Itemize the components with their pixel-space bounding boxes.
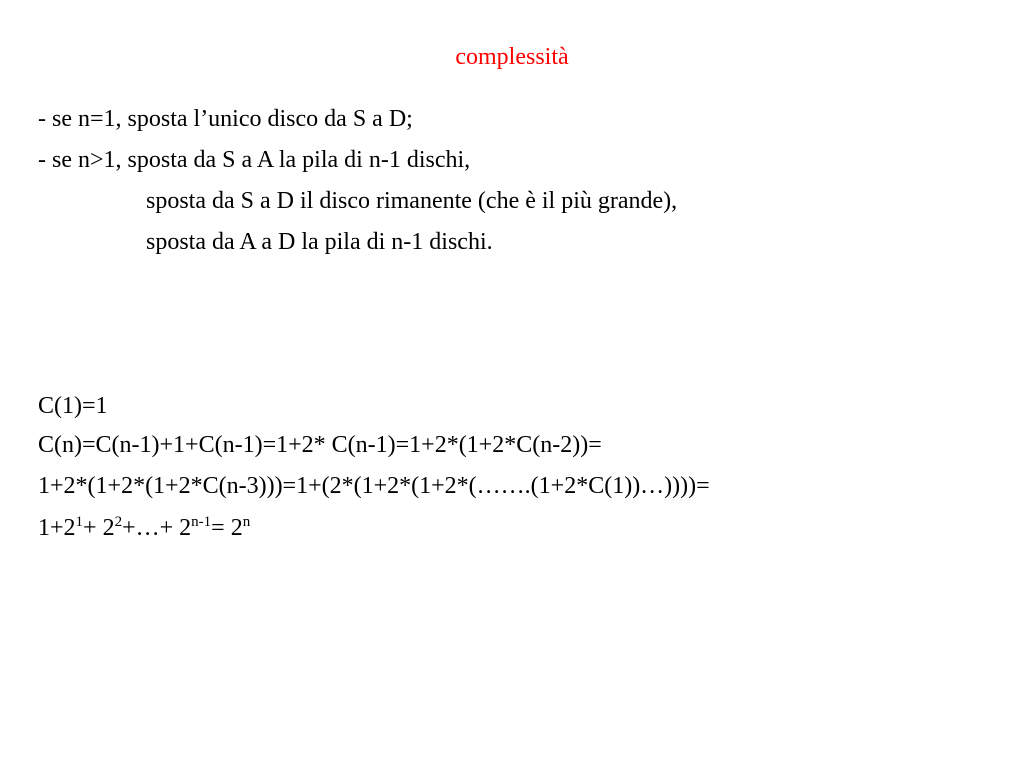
sum-result: = 2	[211, 515, 243, 541]
algorithm-line-1: - se n=1, sposta l’unico disco da S a D;	[38, 106, 413, 132]
complexity-line-1: C(1)=1	[38, 393, 108, 419]
complexity-line-4	[38, 511, 250, 545]
sum-term-2: + 2	[83, 515, 115, 541]
exponent-n: n	[242, 514, 251, 530]
exponent-n-minus-1: n-1	[191, 514, 212, 530]
sum-term-3: +…+ 2	[122, 515, 192, 541]
algorithm-line-3: sposta da S a D il disco rimanente (che è il più grande),	[146, 188, 678, 214]
exponent-1: 1	[75, 514, 84, 530]
slide-title: complessità	[455, 44, 569, 70]
algorithm-line-4: sposta da A a D la pila di n-1 dischi.	[146, 229, 493, 255]
exponent-2: 2	[114, 514, 123, 530]
complexity-line-3: 1+2*(1+2*(1+2*C(n-3)))=1+(2*(1+2*(1+2*(…….(1+2*C(1))…))))=	[38, 473, 710, 499]
algorithm-line-2: - se n>1, sposta da S a A la pila di n-1 dischi,	[38, 147, 471, 173]
sum-term-1: 1+2	[38, 515, 76, 541]
complexity-line-2: C(n)=C(n-1)+1+C(n-1)=1+2* C(n-1)=1+2*(1+2*C(n-2))=	[38, 432, 602, 458]
